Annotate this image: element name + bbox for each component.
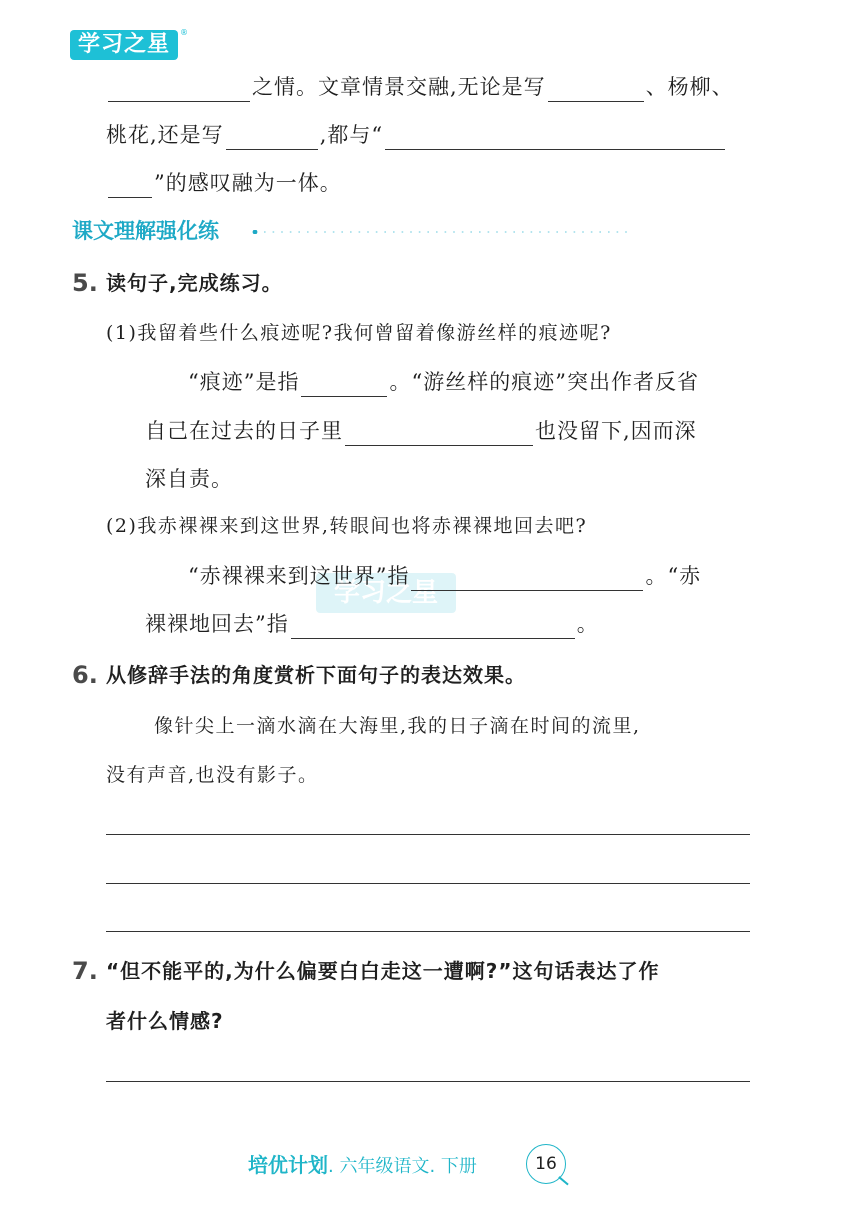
q5-line: 自己在过去的日子里 也没留下,因而深: [145, 416, 697, 446]
answer-line[interactable]: [106, 834, 750, 835]
answer-line[interactable]: [106, 931, 750, 932]
question-number: 6.: [72, 661, 98, 689]
answer-line[interactable]: [106, 1081, 750, 1082]
question-number: 7.: [72, 957, 98, 985]
registered-mark: ®: [180, 28, 188, 37]
question-title-cont: 者什么情感?: [106, 1009, 224, 1033]
brand-logo: 学习之星: [70, 30, 178, 60]
answer-blank[interactable]: [411, 566, 643, 591]
footer-brand: 培优计划: [248, 1153, 328, 1177]
q6-quote-line: 像针尖上一滴水滴在大海里,我的日子滴在时间的流里,: [154, 715, 641, 737]
watermark: 学习之星: [316, 573, 456, 613]
q6-quote-line: 没有声音,也没有影子。: [106, 764, 319, 786]
q5-line: “痕迹”是指 。“游丝样的痕迹”突出作者反省: [188, 367, 699, 397]
q5-line: “赤裸裸来到这世界”指 。“赤: [188, 561, 701, 591]
intro-line-1: 之情。文章情景交融,无论是写 、杨柳、: [106, 72, 734, 102]
dotted-divider: [252, 230, 632, 234]
footer-info: . 六年级语文. 下册: [328, 1156, 477, 1177]
answer-blank[interactable]: [108, 77, 250, 102]
answer-blank[interactable]: [345, 421, 533, 446]
question-title: 从修辞手法的角度赏析下面句子的表达效果。: [106, 663, 526, 687]
answer-blank[interactable]: [548, 77, 644, 102]
q5-sentence-2: (2)我赤裸裸来到这世界,转眼间也将赤裸裸地回去吧?: [106, 515, 588, 537]
answer-blank[interactable]: [385, 125, 725, 150]
question-title: 读句子,完成练习。: [106, 271, 283, 295]
footer: [248, 1150, 477, 1182]
question-number: 5.: [72, 269, 98, 297]
answer-blank[interactable]: [108, 173, 152, 198]
intro-line-2: 桃花,还是写 ,都与“: [106, 120, 727, 150]
answer-line[interactable]: [106, 883, 750, 884]
page-number: 16: [526, 1144, 566, 1184]
question-title: “但不能平的,为什么偏要白白走这一遭啊?”这句话表达了作: [106, 959, 660, 983]
answer-blank[interactable]: [226, 125, 318, 150]
q5-sentence-1: (1)我留着些什么痕迹呢?我何曾留着像游丝样的痕迹呢?: [106, 322, 612, 344]
answer-blank[interactable]: [301, 372, 387, 397]
q5-line: 深自责。: [145, 467, 233, 491]
answer-blank[interactable]: [291, 614, 575, 639]
q5-line: 裸裸地回去”指 。: [145, 609, 599, 639]
intro-line-3: ”的感叹融为一体。: [106, 168, 342, 198]
section-title: 课文理解强化练: [72, 219, 219, 243]
magnifier-handle-icon: [558, 1176, 568, 1185]
